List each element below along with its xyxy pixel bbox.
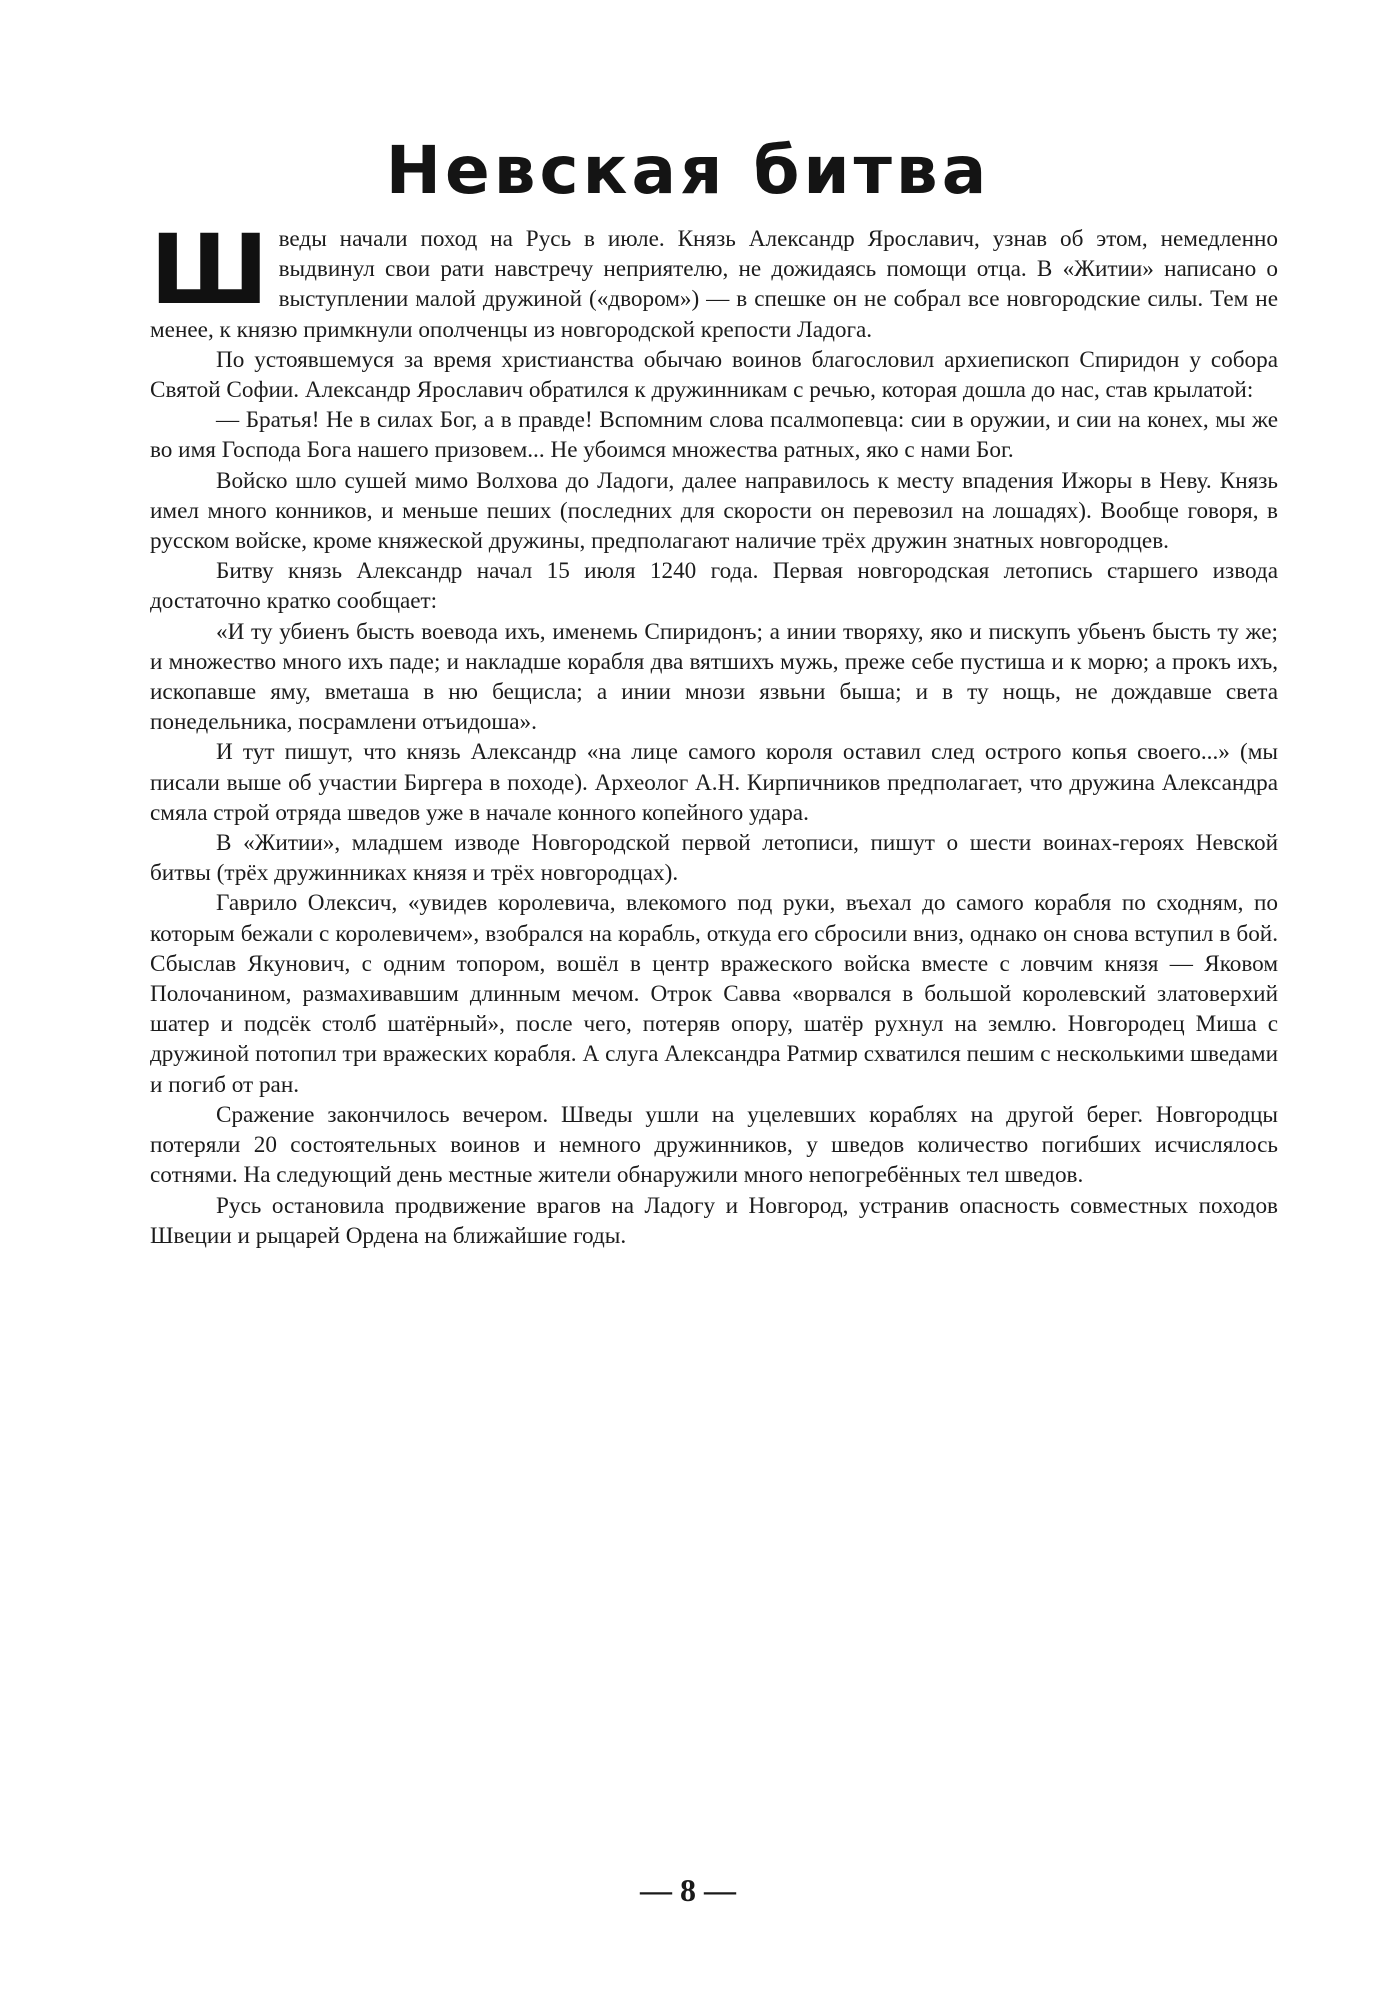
quote-speech: — Братья! Не в силах Бог, а в правде! Вспомним слова псалмопевца: сии в оружии, и сии на конех, мы же во имя Господа Бога нашего призовем... Не убоимся множества ратных, яко с нами Бог.: [150, 407, 1278, 464]
paragraph: Русь остановила продвижение врагов на Ладогу и Новгород, устранив опасность совместных походов Швеции и рыцарей Ордена на ближайшие годы.: [150, 1192, 1278, 1249]
paragraph: По устоявшемуся за время христианства обычаю воинов благословил архиепископ Спиридон у собора Святой Софии. Александр Ярославич обратился к дружинникам с речью, которая дошла до нас, став крылатой:: [150, 346, 1278, 404]
article-body: [150, 214, 1278, 1251]
paragraph: Сражение закончилось вечером. Шведы ушли на уцелевших кораблях на другой берег. Новгородцы потеряли 20 состоятельных воинов и немного дружинников, у шведов количество погибших исчислялось сотнями. На следующий день местные жители обнаружили много непогребённых тел шведов.: [150, 1101, 1278, 1189]
chronicle-quote: «И ту убиенъ бысть воевода ихъ, именемь Спиридонъ; а инии творяху, яко и пискупъ убьенъ бысть ту же; и множество много ихъ паде; и накладше корабля два вятшихъ мужь, преже себе пустиша и к морю; а прокъ ихъ, ископавше яму, вметаша в ню бещисла; а инии мнози язвьни быша; и в ту нощь, не дождавше света понедельника, посрамлени отъидоша».: [150, 618, 1278, 736]
paragraph: Войско шло сушей мимо Волхова до Ладоги, далее направилось к месту впадения Ижоры в Неву. Князь имел много конников, и меньше пеших (последних для скорости он перевозил на лошадях). Вообще говоря, в русском войске, кроме княжеской дружины, предполагают наличие трёх дружин знатных новгородцев.: [150, 467, 1278, 555]
paragraph: В «Житии», младшем изводе Новгородской первой летописи, пишут о шести воинах-героях Невской битвы (трёх дружинниках князя и трёх новгородцах).: [150, 830, 1278, 887]
paragraph: Битву князь Александр начал 15 июля 1240 года. Первая новгородская летопись старшего извода достаточно кратко сообщает:: [150, 558, 1278, 615]
paragraph: Гаврило Олексич, «увидев королевича, влекомого под руки, въехал до самого корабля по сходням, по которым бежали с королевичем», взобрался на корабль, откуда его сбросили вниз, однако он снова вступил в бой. Сбыслав Якунович, с одним топором, вошёл в центр вражеского войска вместе с ловчим князя — Яковом Полочанином, размахивавшим длинным мечом. Отрок Савва «ворвался в большой королевский златоверхий шатер и подсёк столб шатёрный», после чего, потеряв опору, шатёр рухнул на землю. Новгородец Миша с дружиной потопил три вражеских корабля. А слуга Александра Ратмир схватился пешим с несколькими шведами и погиб от ран.: [150, 890, 1278, 1098]
page-number: — 8 —: [640, 1872, 736, 1908]
paragraph-text: веды начали поход на Русь в июле. Князь Александр Ярославич, узнав об этом, немедленно выдвинул свои рати навстречу неприятелю, не дожидаясь помощи отца. В «Житии» написано о выступлении малой дружиной («двором») — в спешке он не собрал все новгородские силы. Тем не менее, к князю примкнули ополченцы из новгородской крепости Ладога.: [150, 226, 1278, 343]
paragraph: [150, 214, 1278, 345]
paragraph: И тут пишут, что князь Александр «на лице самого короля оставил след острого копья своего...» (мы писали выше об участии Биргера в походе). Археолог А.Н. Кирпичников предполагает, что дружина Александра смяла строй отряда шведов уже в начале конного копейного удара.: [150, 739, 1278, 826]
page-title: Невская битва: [385, 132, 991, 209]
drop-cap: Ш: [150, 214, 269, 326]
